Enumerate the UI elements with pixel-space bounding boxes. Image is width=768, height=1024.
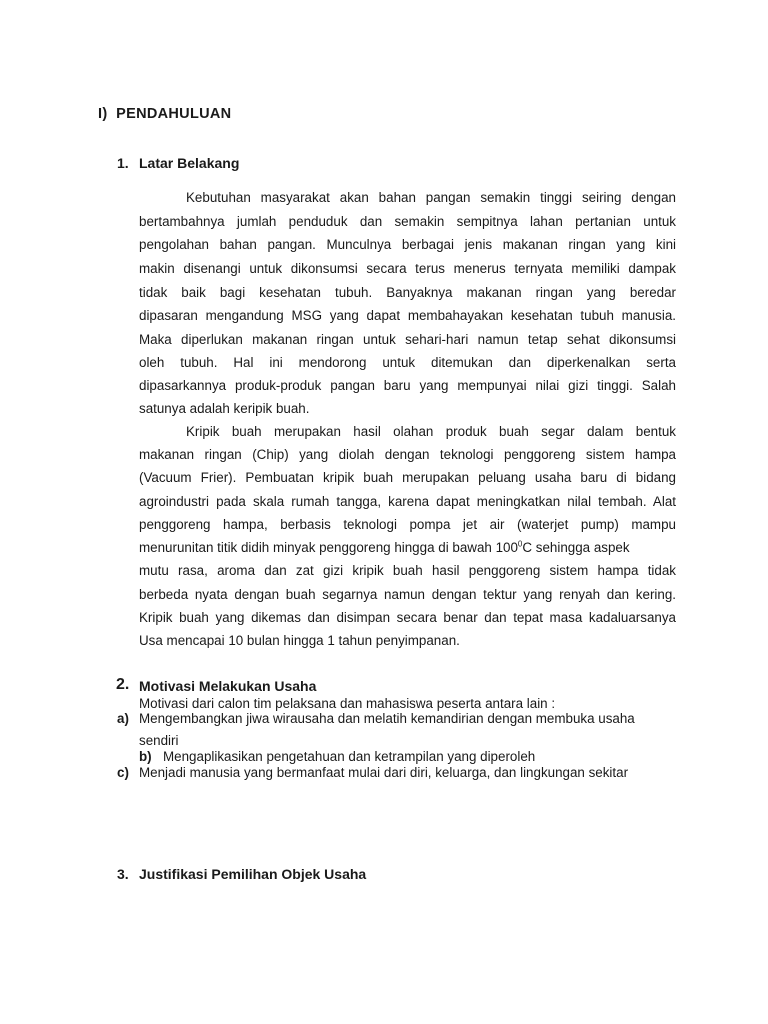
section1-title: Latar Belakang bbox=[139, 155, 240, 171]
body-line: tidak baik bagi kesehatan tubuh. Banyaknya makanan ringan yang beredar bbox=[139, 285, 676, 300]
body-line: makin disenangi untuk dikonsumsi secara terus menerus ternyata memiliki dampak bbox=[139, 261, 676, 276]
body-line-tail: C sehingga aspek bbox=[522, 540, 630, 555]
section3-number: 3. bbox=[117, 866, 129, 882]
chapter-heading bbox=[98, 106, 231, 122]
body-line: pengolahan bahan pangan. Munculnya berbagai jenis makanan ringan yang kini bbox=[139, 237, 676, 252]
list-marker: a) bbox=[117, 711, 129, 726]
body-line bbox=[139, 536, 676, 560]
body-line: Maka diperlukan makanan ringan untuk sehari-hari namun tetap sehat dikonsumsi bbox=[139, 332, 676, 347]
body-line: dipasarkannya produk-produk pangan baru yang mempunyai nilai gizi tinggi. Salah bbox=[139, 378, 676, 393]
body-line: dipasaran mengandung MSG yang dapat membahayakan kesehatan tubuh manusia. bbox=[139, 308, 676, 323]
section2-title: Motivasi Melakukan Usaha bbox=[139, 678, 317, 694]
body-line: oleh tubuh. Hal ini mendorong untuk ditemukan dan diperkenalkan serta bbox=[139, 355, 676, 370]
list-item-text: Mengaplikasikan pengetahuan dan ketrampilan yang diperoleh bbox=[163, 749, 536, 764]
body-line: satunya adalah keripik buah. bbox=[139, 401, 310, 416]
list-item-continuation: sendiri bbox=[139, 733, 179, 748]
body-line-text: menurunitan titik didih minyak penggoreng hingga di bawah 100 bbox=[139, 540, 518, 555]
superscript-zero: 0 bbox=[517, 539, 523, 549]
list-marker: b) bbox=[139, 749, 152, 764]
section1-number: 1. bbox=[117, 155, 129, 171]
body-line: berbeda nyata dengan buah segarnya namun dengan tektur yang renyah dan kering. bbox=[139, 587, 676, 602]
section2-intro: Motivasi dari calon tim pelaksana dan mahasiswa peserta antara lain : bbox=[139, 696, 556, 711]
body-line: Kripik buah yang dikemas dan disimpan secara benar dan tepat masa kadaluarsanya bbox=[139, 610, 676, 625]
body-line: makanan ringan (Chip) yang diolah dengan teknologi penggoreng sistem hampa bbox=[139, 447, 676, 462]
list-item-text: Menjadi manusia yang bermanfaat mulai dari diri, keluarga, dan lingkungan sekitar bbox=[139, 765, 629, 780]
section2-number: 2. bbox=[116, 676, 130, 693]
body-line: penggoreng hampa, berbasis teknologi pompa jet air (waterjet pump) mampu bbox=[139, 517, 676, 532]
body-line: (Vacuum Frier). Pembuatan kripik buah merupakan peluang usaha baru di bidang bbox=[139, 470, 676, 485]
chapter-title: PENDAHULUAN bbox=[116, 106, 232, 122]
list-item-text: Mengembangkan jiwa wirausaha dan melatih kemandirian dengan membuka usaha bbox=[139, 711, 635, 726]
body-line: Kripik buah merupakan hasil olahan produk buah segar dalam bentuk bbox=[186, 424, 676, 439]
body-line: agroindustri pada skala rumah tangga, karena dapat meningkatkan nilal tembah. Alat bbox=[139, 494, 676, 509]
body-line: Usa mencapai 10 bulan hingga 1 tahun penyimpanan. bbox=[139, 633, 460, 648]
body-line: bertambahnya jumlah penduduk dan semakin sempitnya lahan pertanian untuk bbox=[139, 214, 676, 229]
body-line: Kebutuhan masyarakat akan bahan pangan semakin tinggi seiring dengan bbox=[186, 190, 676, 205]
chapter-number: I) bbox=[98, 106, 108, 122]
body-line: mutu rasa, aroma dan zat gizi kripik buah hasil penggoreng sistem hampa tidak bbox=[139, 563, 676, 578]
list-marker: c) bbox=[117, 765, 129, 780]
section3-title: Justifikasi Pemilihan Objek Usaha bbox=[139, 866, 367, 882]
body-line-head bbox=[139, 536, 630, 560]
